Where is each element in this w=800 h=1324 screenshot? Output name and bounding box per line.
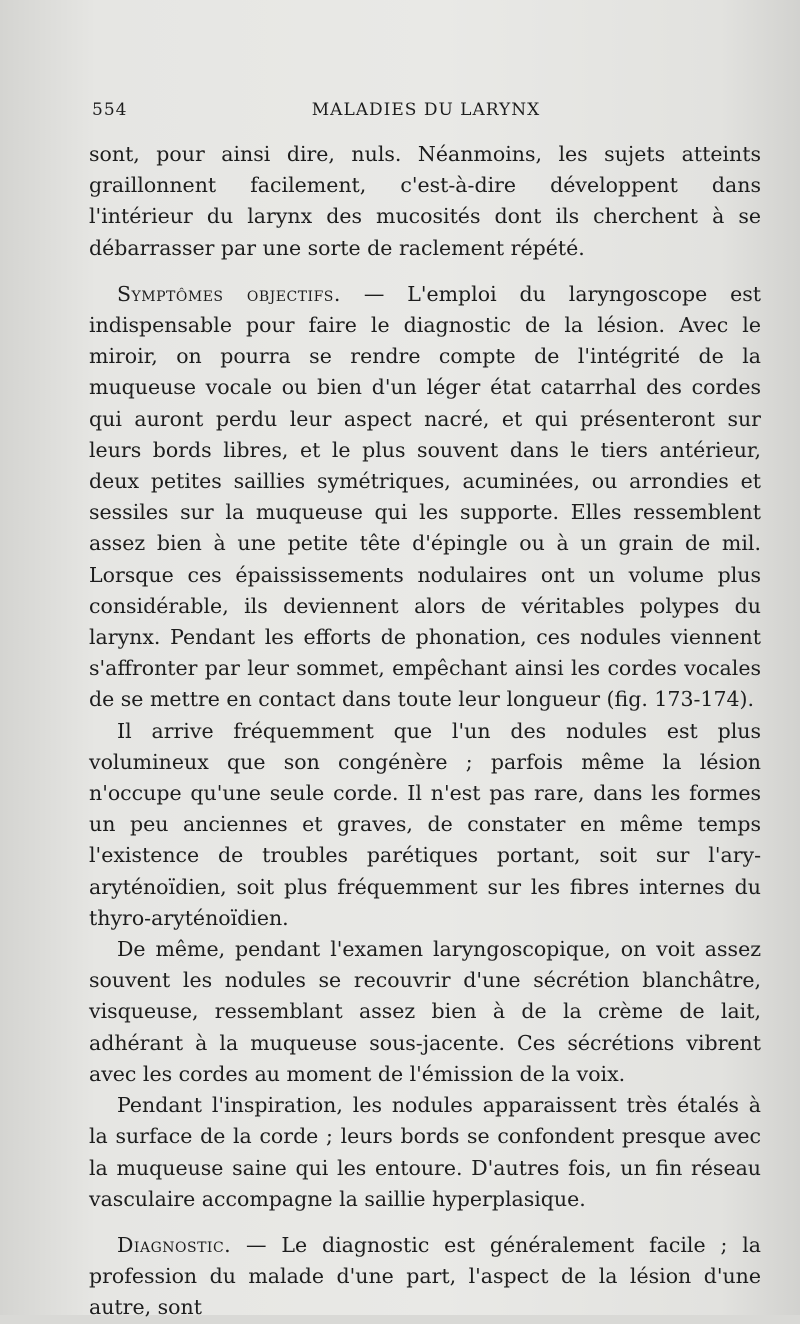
- running-title: MALADIES DU LARYNX: [311, 100, 541, 120]
- paragraph-text: Pendant l'inspiration, les nodules apparaissent très étalés à la surface de la corde ; leurs bords se confondent presque avec la muqueuse saine qui les entoure. D'autres fois, un fin réseau vasculaire accompagne la saillie hyperplasique.: [89, 1093, 761, 1211]
- paragraph-text: — Le diagnostic est généralement facile ; la profession du malade d'une part, l'aspect de la lésion d'une autre, sont: [89, 1232, 761, 1320]
- section-heading: Diagnostic.: [117, 1232, 232, 1257]
- paragraph-nodules-volume: [89, 716, 761, 934]
- paragraph-text: sont, pour ainsi dire, nuls. Néanmoins, les sujets atteints graillonnent facilement, c'est-à-dire développent dans l'intérieur du larynx des mucosités dont ils cherchent à se débarrasser par une sorte de raclement répété.: [89, 142, 761, 260]
- section-heading: Symptômes objectifs.: [117, 281, 341, 306]
- paragraph-symptomes-objectifs: [89, 279, 761, 716]
- paragraph-secretion: [89, 934, 761, 1090]
- paragraph-diagnostic: [89, 1230, 761, 1324]
- paragraph-text: Il arrive fréquemment que l'un des nodules est plus volumineux que son congénère ; parfois même la lésion n'occupe qu'une seule corde. Il n'est pas rare, dans les formes un peu anciennes et graves, de constater en même temps l'existence de troubles parétiques portant, soit sur l'ary-aryténoïdien, soit plus fréquemment sur les fibres internes du thyro-aryténoïdien.: [89, 718, 761, 930]
- paragraph-continuation: [89, 139, 761, 264]
- paragraph-inspiration: [89, 1090, 761, 1215]
- paragraph-text: — L'emploi du laryngoscope est indispensable pour faire le diagnostic de la lésion. Avec le miroir, on pourra se rendre compte de l'intégrité de la muqueuse vocale ou bien d'un léger état catarrhal des cordes qui auront perdu leur aspect nacré, et qui présenteront sur leurs bords libres, et le plus souvent dans le tiers antérieur, deux petites saillies symétriques, acuminées, ou arrondies et sessiles sur la muqueuse qui les supporte. Elles ressemblent assez bien à une petite tête d'épingle ou à un grain de mil. Lorsque ces épaississements nodulaires ont un volume plus considérable, ils deviennent alors de véritables polypes du larynx. Pendant les efforts de phonation, ces nodules viennent s'affronter par leur sommet, empêchant ainsi les cordes vocales de se mettre en contact dans toute leur longueur (fig. 173-174).: [89, 281, 761, 712]
- running-header: [92, 100, 760, 130]
- body-text: [89, 139, 761, 1324]
- paragraph-text: De même, pendant l'examen laryngoscopique, on voit assez souvent les nodules se recouvrir d'une sécrétion blanchâtre, visqueuse, ressemblant assez bien à de la crème de lait, adhérant à la muqueuse sous-jacente. Ces sécrétions vibrent avec les cordes au moment de l'émission de la voix.: [89, 937, 761, 1086]
- page-number: 554: [92, 100, 128, 120]
